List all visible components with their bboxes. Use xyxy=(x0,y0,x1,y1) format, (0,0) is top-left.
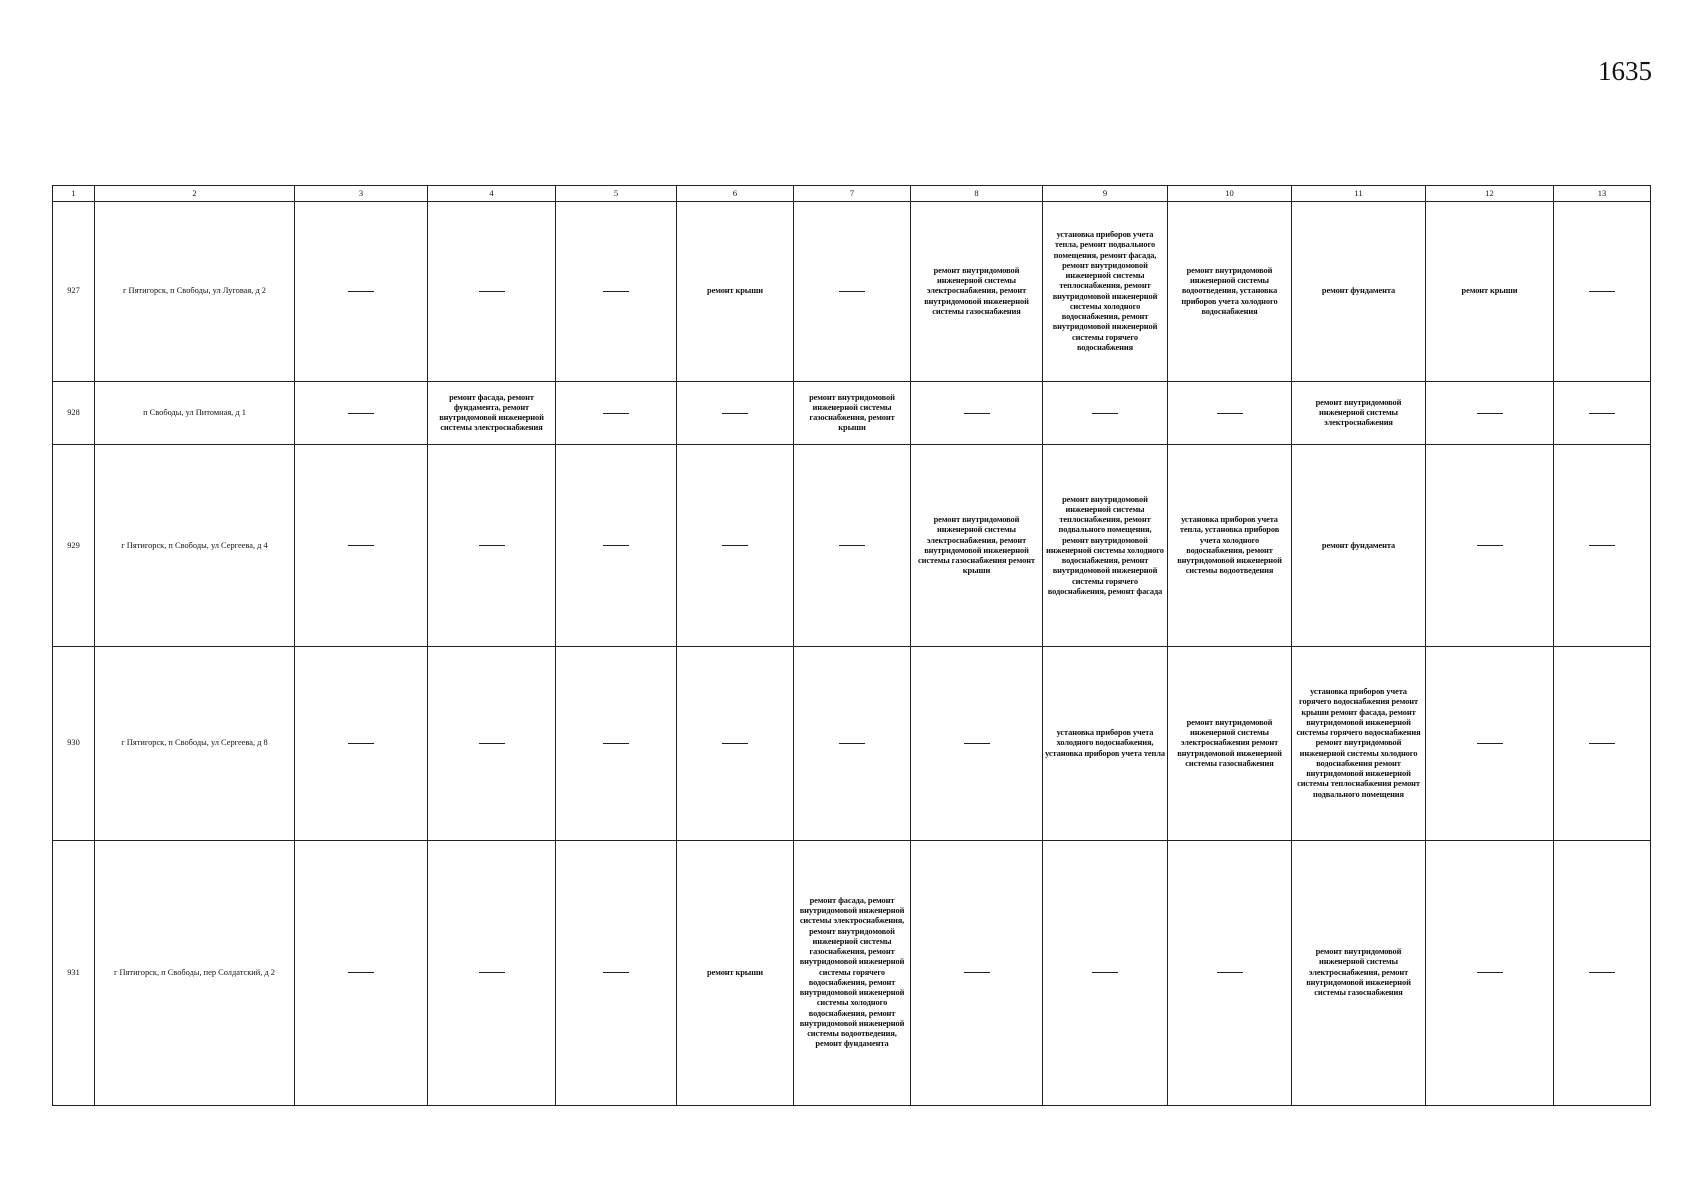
column-number: 1 xyxy=(53,186,95,202)
work-cell xyxy=(1554,647,1651,840)
work-cell xyxy=(1168,840,1292,1105)
column-number: 2 xyxy=(95,186,295,202)
empty-dash xyxy=(1589,743,1615,744)
work-cell xyxy=(1554,382,1651,445)
work-cell xyxy=(1426,382,1554,445)
row-number-cell: 930 xyxy=(53,647,95,840)
empty-dash xyxy=(603,413,629,414)
empty-dash xyxy=(1217,972,1243,973)
work-cell xyxy=(556,382,677,445)
address-cell: п Свободы, ул Питомная, д 1 xyxy=(95,382,295,445)
empty-dash xyxy=(839,743,865,744)
empty-dash xyxy=(1589,545,1615,546)
column-number: 8 xyxy=(911,186,1043,202)
table-row xyxy=(53,445,1651,647)
work-cell xyxy=(428,202,556,382)
work-cell: ремонт крыши xyxy=(677,202,794,382)
table-row xyxy=(53,202,1651,382)
work-cell xyxy=(1554,202,1651,382)
empty-dash xyxy=(348,972,374,973)
column-number: 10 xyxy=(1168,186,1292,202)
empty-dash xyxy=(964,743,990,744)
column-number: 9 xyxy=(1043,186,1168,202)
table-row xyxy=(53,382,1651,445)
empty-dash xyxy=(603,545,629,546)
empty-dash xyxy=(1477,972,1503,973)
work-cell xyxy=(1043,840,1168,1105)
table-row xyxy=(53,647,1651,840)
empty-dash xyxy=(348,545,374,546)
empty-dash xyxy=(348,291,374,292)
work-cell xyxy=(295,840,428,1105)
row-number-cell: 927 xyxy=(53,202,95,382)
empty-dash xyxy=(1589,291,1615,292)
work-cell xyxy=(1426,647,1554,840)
empty-dash xyxy=(348,413,374,414)
empty-dash xyxy=(1477,545,1503,546)
empty-dash xyxy=(603,291,629,292)
table-body xyxy=(53,186,1651,1106)
column-number: 6 xyxy=(677,186,794,202)
work-cell: установка приборов учета холодного водоснабжения, установка приборов учета тепла xyxy=(1043,647,1168,840)
address-cell: г Пятигорск, п Свободы, пер Солдатский, д 2 xyxy=(95,840,295,1105)
work-cell xyxy=(295,445,428,647)
row-number-cell: 931 xyxy=(53,840,95,1105)
empty-dash xyxy=(479,545,505,546)
work-cell: установка приборов учета горячего водоснабжения ремонт крыши ремонт фасада, ремонт внутридомовой инженерной системы горячего водоснабжения ремонт внутридомовой инженерной системы холодного водоснабжения ремонт внутридомовой инженерной системы теплоснабжения ремонт подвального помещения xyxy=(1292,647,1426,840)
empty-dash xyxy=(964,972,990,973)
work-cell: ремонт фасада, ремонт фундамента, ремонт внутридомовой инженерной системы электроснабжения xyxy=(428,382,556,445)
work-cell xyxy=(1043,382,1168,445)
table-row xyxy=(53,840,1651,1105)
page-number: 1635 xyxy=(1598,56,1652,86)
empty-dash xyxy=(1477,413,1503,414)
empty-dash xyxy=(839,545,865,546)
work-cell xyxy=(794,202,911,382)
work-cell xyxy=(1426,445,1554,647)
work-cell: ремонт фундамента xyxy=(1292,202,1426,382)
empty-dash xyxy=(603,972,629,973)
work-cell xyxy=(1554,445,1651,647)
work-cell: ремонт внутридомовой инженерной системы газоснабжения, ремонт крыши xyxy=(794,382,911,445)
empty-dash xyxy=(1092,413,1118,414)
work-cell xyxy=(794,445,911,647)
row-number-cell: 929 xyxy=(53,445,95,647)
work-cell xyxy=(295,382,428,445)
work-cell xyxy=(556,647,677,840)
work-cell: установка приборов учета тепла, установка приборов учета холодного водоснабжения, ремонт внутридомовой инженерной системы водоотведения xyxy=(1168,445,1292,647)
address-cell: г Пятигорск, п Свободы, ул Луговая, д 2 xyxy=(95,202,295,382)
address-cell: г Пятигорск, п Свободы, ул Сергеева, д 4 xyxy=(95,445,295,647)
empty-dash xyxy=(722,743,748,744)
work-cell xyxy=(428,647,556,840)
column-number: 13 xyxy=(1554,186,1651,202)
column-number: 11 xyxy=(1292,186,1426,202)
empty-dash xyxy=(1217,413,1243,414)
work-cell xyxy=(1426,840,1554,1105)
column-number-row xyxy=(53,186,1651,202)
empty-dash xyxy=(348,743,374,744)
work-cell xyxy=(556,445,677,647)
empty-dash xyxy=(479,291,505,292)
work-cell: ремонт крыши xyxy=(677,840,794,1105)
empty-dash xyxy=(1589,972,1615,973)
work-cell xyxy=(794,647,911,840)
work-cell: ремонт внутридомовой инженерной системы электроснабжения, ремонт внутридомовой инженерной системы газоснабжения ремонт крыши xyxy=(911,445,1043,647)
empty-dash xyxy=(722,413,748,414)
work-cell xyxy=(911,647,1043,840)
work-cell: ремонт фасада, ремонт внутридомовой инженерной системы электроснабжения, ремонт внутридомовой инженерной системы газоснабжения, ремонт внутридомовой инженерной системы горячего водоснабжения, ремонт внутридомовой инженерной системы холодного водоснабжения, ремонт внутридомовой инженерной системы водоотведения, ремонт фундамента xyxy=(794,840,911,1105)
work-cell xyxy=(677,382,794,445)
empty-dash xyxy=(1092,972,1118,973)
empty-dash xyxy=(479,743,505,744)
work-cell: ремонт фундамента xyxy=(1292,445,1426,647)
row-number-cell: 928 xyxy=(53,382,95,445)
work-cell: ремонт внутридомовой инженерной системы электроснабжения, ремонт внутридомовой инженерной системы газоснабжения xyxy=(911,202,1043,382)
column-number: 4 xyxy=(428,186,556,202)
work-cell: ремонт внутридомовой инженерной системы водоотведения, установка приборов учета холодного водоснабжения xyxy=(1168,202,1292,382)
work-cell xyxy=(677,445,794,647)
empty-dash xyxy=(479,972,505,973)
work-cell xyxy=(428,445,556,647)
work-cell xyxy=(1168,382,1292,445)
column-number: 7 xyxy=(794,186,911,202)
work-cell xyxy=(911,840,1043,1105)
capital-repair-table xyxy=(52,185,1651,1106)
work-cell xyxy=(428,840,556,1105)
work-cell: ремонт внутридомовой инженерной системы теплоснабжения, ремонт подвального помещения, ремонт внутридомовой инженерной системы холодного водоснабжения, ремонт внутридомовой инженерной системы горячего водоснабжения, ремонт фасада xyxy=(1043,445,1168,647)
column-number: 3 xyxy=(295,186,428,202)
work-cell xyxy=(677,647,794,840)
address-cell: г Пятигорск, п Свободы, ул Сергеева, д 8 xyxy=(95,647,295,840)
column-number: 5 xyxy=(556,186,677,202)
work-cell xyxy=(295,647,428,840)
work-cell: ремонт внутридомовой инженерной системы электроснабжения, ремонт внутридомовой инженерной системы газоснабжения xyxy=(1292,840,1426,1105)
work-cell: ремонт внутридомовой инженерной системы электроснабжения ремонт внутридомовой инженерной системы газоснабжения xyxy=(1168,647,1292,840)
work-cell: установка приборов учета тепла, ремонт подвального помещения, ремонт фасада, ремонт внутридомовой инженерной системы теплоснабжения, ремонт внутридомовой инженерной системы холодного водоснабжения, ремонт внутридомовой инженерной системы горячего водоснабжения xyxy=(1043,202,1168,382)
work-cell xyxy=(556,840,677,1105)
empty-dash xyxy=(1477,743,1503,744)
column-number: 12 xyxy=(1426,186,1554,202)
empty-dash xyxy=(964,413,990,414)
work-cell xyxy=(1554,840,1651,1105)
empty-dash xyxy=(839,291,865,292)
work-cell: ремонт крыши xyxy=(1426,202,1554,382)
work-cell xyxy=(556,202,677,382)
empty-dash xyxy=(1589,413,1615,414)
empty-dash xyxy=(603,743,629,744)
work-cell: ремонт внутридомовой инженерной системы электроснабжения xyxy=(1292,382,1426,445)
work-cell xyxy=(911,382,1043,445)
empty-dash xyxy=(722,545,748,546)
work-cell xyxy=(295,202,428,382)
